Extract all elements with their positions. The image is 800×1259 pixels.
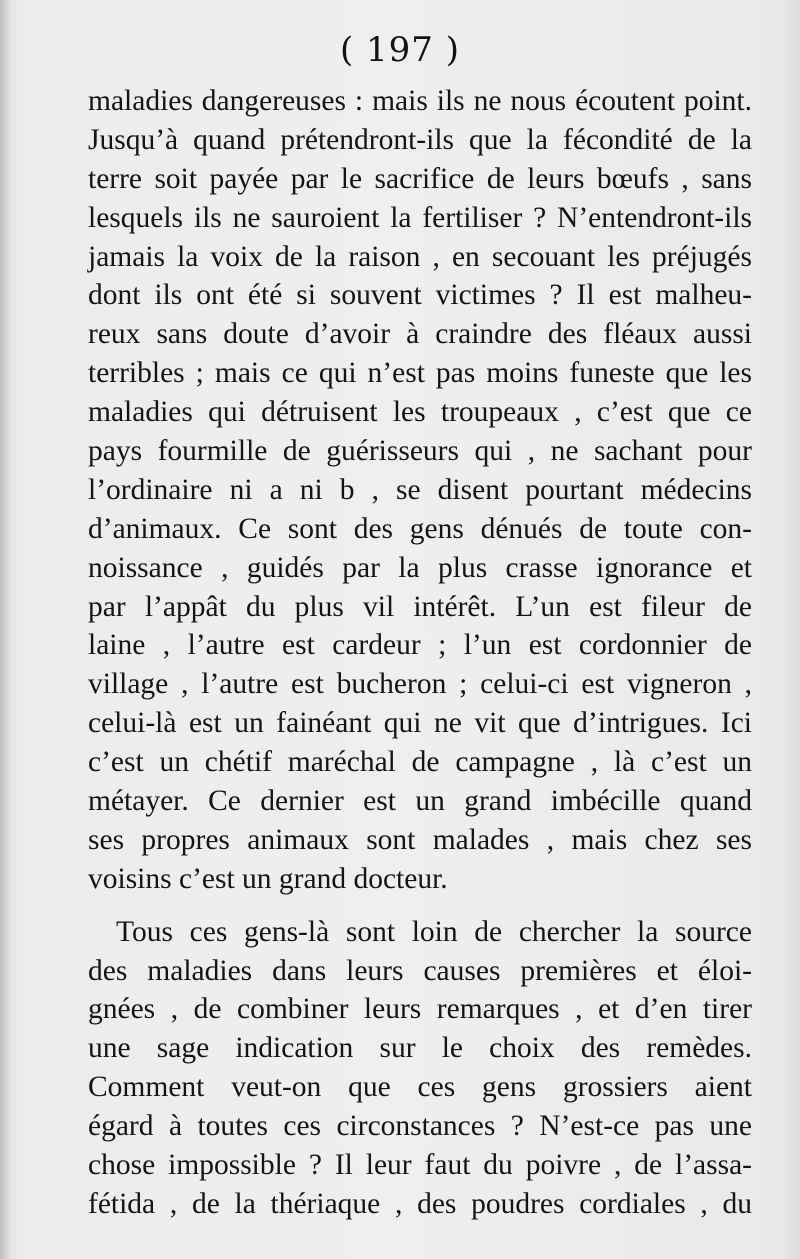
page-binding-edge [0,0,10,1259]
text-line: une sage indication sur le choix des remèdes. [88,1032,752,1065]
text-line: par l’appât du plus vil intérêt. L’un est fileur de [88,590,752,623]
text-line: chose impossible ? Il leur faut du poivre , de l’assa- [88,1149,752,1182]
text-line: égard à toutes ces circonstances ? N’est-ce pas une [88,1110,752,1143]
body-text [88,82,752,1224]
text-line: Tous ces gens-là sont loin de chercher la source [116,915,752,948]
paragraph-gap [88,899,752,913]
text-line: maladies dangereuses : mais ils ne nous écoutent point. [88,85,752,117]
text-line: lesquels ils ne sauroient la fertiliser ? N’entendront-ils [88,201,752,234]
text-line: pays fourmille de guérisseurs qui , ne sachant pour [88,435,752,468]
text-line: Comment veut-on que ces gens grossiers aient [88,1071,752,1104]
text-line: fétida , de la thériaque , des poudres cordiales , du [88,1187,752,1220]
text-line: reux sans doute d’avoir à craindre des fléaux aussi [88,318,752,351]
text-line: d’animaux. Ce sont des gens dénués de toute con- [88,512,752,545]
text-line: noissance , guidés par la plus crasse ignorance et [88,551,752,584]
text-line: maladies qui détruisent les troupeaux , c’est que ce [88,396,752,429]
text-line: voisins c’est un grand docteur. [88,862,448,895]
page-number: ( 197 ) [339,30,461,70]
text-line: celui-là est un fainéant qui ne vit que d’intrigues. Ici [88,707,752,740]
text-line: terribles ; mais ce qui n’est pas moins funeste que les [88,357,752,390]
paragraph [88,913,752,1224]
text-line: c’est un chétif maréchal de campagne , là c’est un [88,746,752,779]
text-line: Jusqu’à quand prétendront-ils que la fécondité de la [88,123,752,156]
text-line: jamais la voix de la raison , en secouant les préjugés [88,240,752,273]
text-line: gnées , de combiner leurs remarques , et d’en tirer [88,993,752,1026]
text-line: terre soit payée par le sacrifice de leurs bœufs , sans [88,162,752,195]
text-line: laine , l’autre est cardeur ; l’un est cordonnier de [88,629,752,662]
text-line: l’ordinaire ni a ni b , se disent pourtant médecins [88,473,752,506]
text-line: métayer. Ce dernier est un grand imbécille quand [88,785,752,818]
paragraph [88,82,752,899]
text-line: dont ils ont été si souvent victimes ? Il est malheu- [88,279,752,312]
text-line: ses propres animaux sont malades , mais chez ses [88,823,752,856]
text-line: des maladies dans leurs causes premières et éloi- [88,954,752,987]
text-line: village , l’autre est bucheron ; celui-ci est vigneron , [88,668,752,701]
